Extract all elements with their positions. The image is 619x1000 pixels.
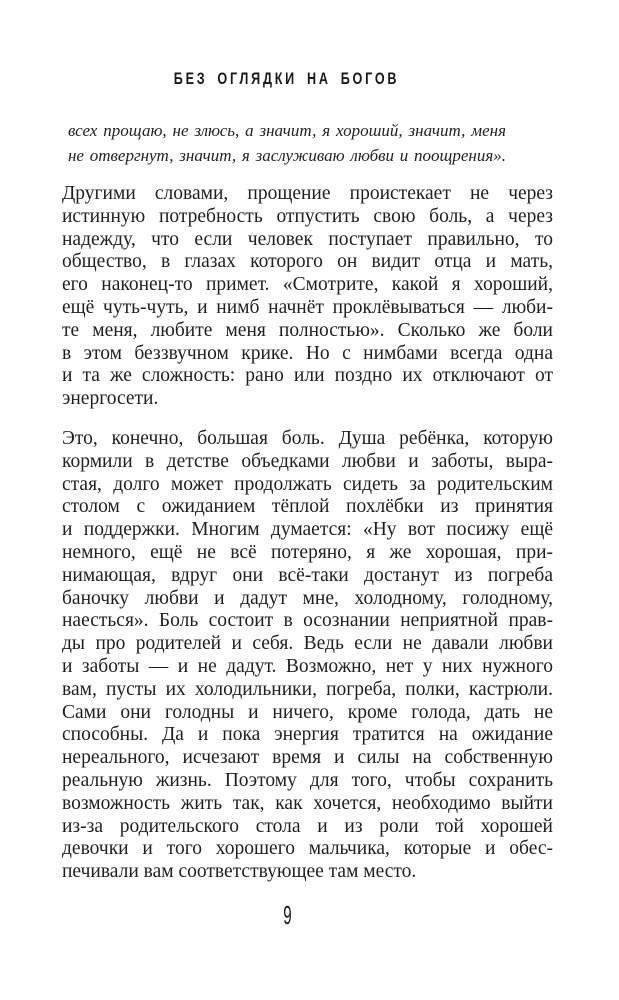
text-line: ды про родителей и себя. Ведь если не давали любви <box>62 633 553 655</box>
text-line: не отвергнут, значит, я заслуживаю любви и поощрения». <box>68 146 506 165</box>
text-line: нимающая, вдруг они всё-таки достанут из погреба <box>62 564 553 586</box>
chapter-title: БЕЗ ОГЛЯДКИ НА БОГОВ <box>173 69 400 88</box>
text-line: и заботы — и не дадут. Возможно, нет у них нужного <box>62 655 553 677</box>
text-line: кормили в детстве объедками любви и заботы, выра- <box>62 450 553 472</box>
body-paragraph-2 <box>62 428 553 884</box>
page-number: 9 <box>283 900 292 930</box>
text-line: Другими словами, прощение проистекает не через <box>62 183 553 204</box>
text-line: в этом беззвучном крике. Но с нимбами всегда одна <box>62 342 553 364</box>
text-line: надежду, что если человек поступает правильно, то <box>62 228 553 250</box>
folio <box>108 901 467 930</box>
text-line: способны. Да и пока энергия тратится на ожидание <box>62 724 553 746</box>
text-line: вам, пусты их холодильники, погреба, полки, кастрюли. <box>62 678 553 700</box>
text-line: баночку любви и дадут мне, холодному, голодному, <box>62 587 553 609</box>
text-line: те меня, любите меня полностью». Сколько же боли <box>62 319 553 341</box>
text-line: Сами они голодны и ничего, кроме голода, дать не <box>62 701 553 723</box>
text-line: нереального, исчезают время и силы на собственную <box>62 747 553 769</box>
text-line: наесться». Боль состоит в осознании неприятной прав- <box>62 610 553 632</box>
text-line: реальную жизнь. Поэтому для того, чтобы сохранить <box>62 769 553 791</box>
text-line: немного, ещё не всё потеряно, я же хорошая, при- <box>62 541 553 563</box>
text-line: общество, в глазах которого он видит отца и мать, <box>62 251 553 273</box>
text-line: и та же сложность: рано или поздно их отключают от <box>62 365 553 387</box>
running-head <box>57 69 515 89</box>
text-line: стая, долго может продолжать сидеть за родительским <box>62 473 553 495</box>
text-line: всех прощаю, не злюсь, а значит, я хороший, значит, меня <box>68 121 506 140</box>
text-line: энергосети. <box>62 388 159 410</box>
text-line: и поддержки. Многим думается: «Ну вот посижу ещё <box>62 519 553 541</box>
text-line: его наконец-то примет. «Смотрите, какой я хороший, <box>62 274 553 296</box>
text-line: ещё чуть-чуть, и нимб начнёт проклёвываться — люби- <box>62 296 553 318</box>
text-line: возможность жить так, как хочется, необходимо выйти <box>62 792 553 814</box>
epigraph-quote <box>68 118 506 168</box>
text-line: столом с ожиданием тёплой похлёбки из принятия <box>62 496 553 518</box>
body-paragraph-1 <box>62 183 553 411</box>
text-line: Это, конечно, большая боль. Душа ребёнка, которую <box>62 428 553 449</box>
text-line: из-за родительского стола и из роли той хорошей <box>62 815 553 837</box>
text-line: печивали вам соответствующее там место. <box>62 861 417 883</box>
text-line: девочки и того хорошего мальчика, которые и обес- <box>62 838 553 860</box>
text-line: истинную потребность отпустить свою боль, а через <box>62 205 553 227</box>
